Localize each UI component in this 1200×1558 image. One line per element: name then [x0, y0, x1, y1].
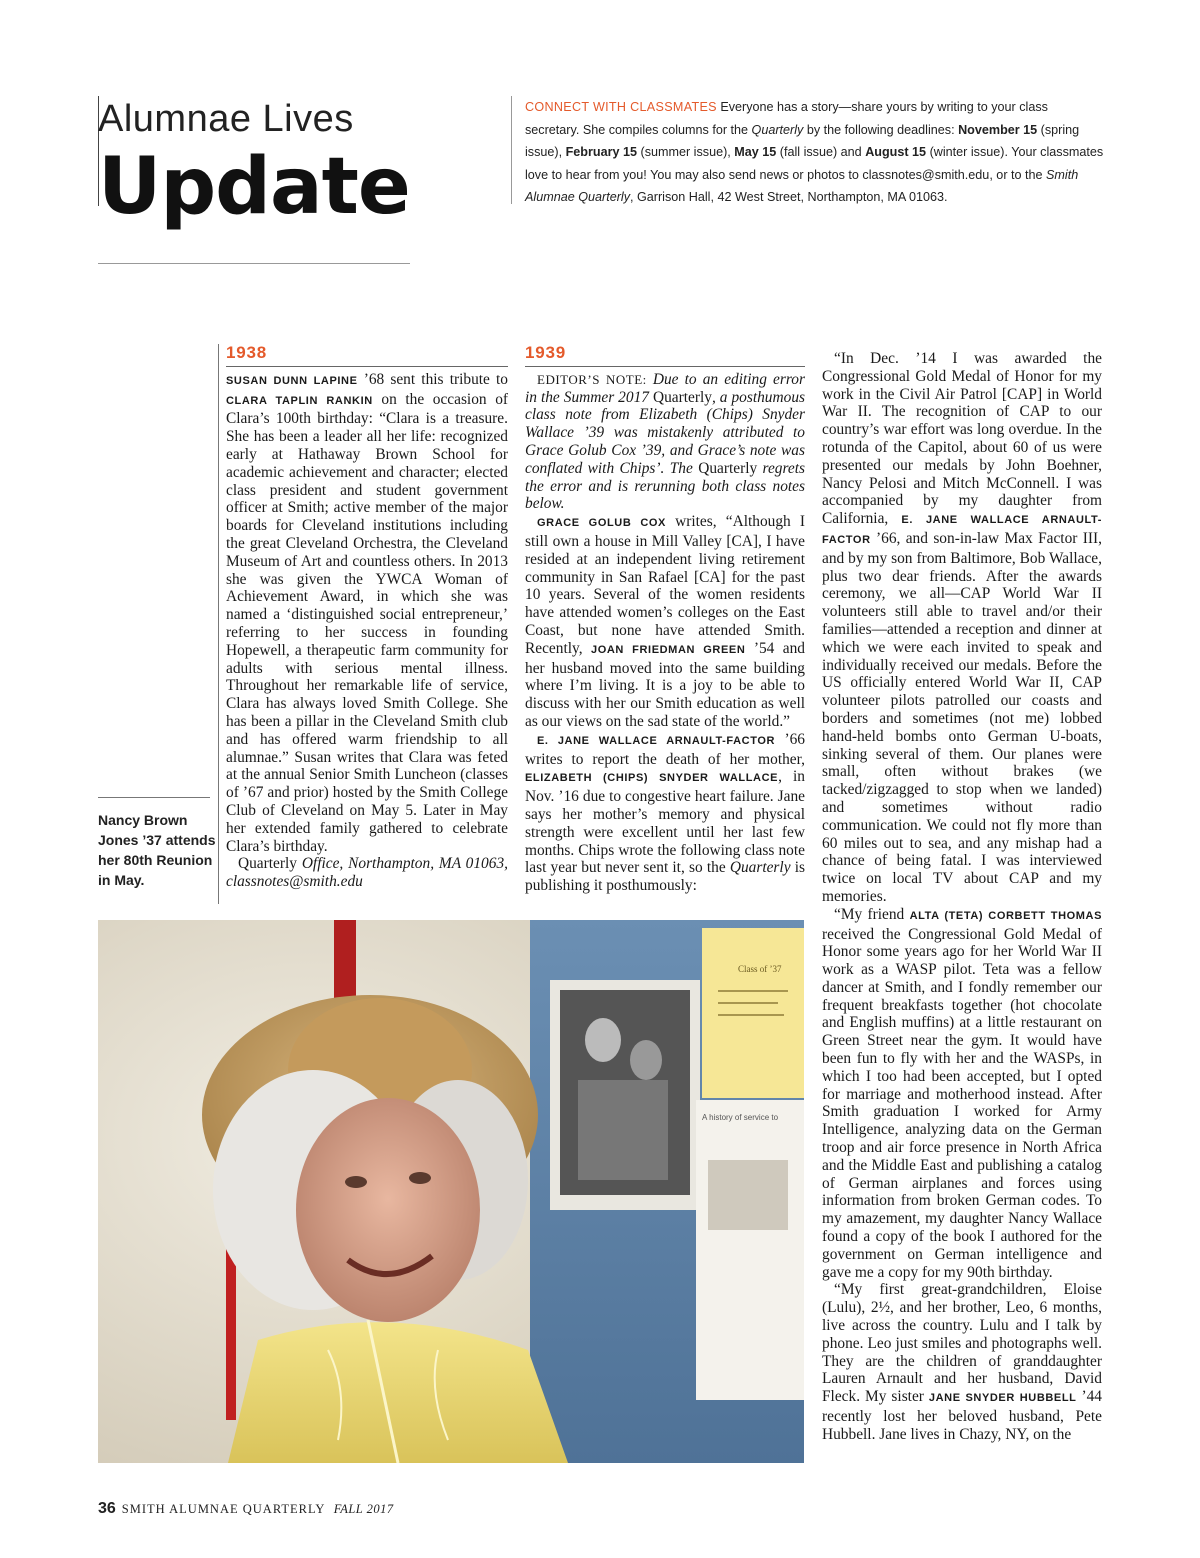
photo-caption: Nancy Brown Jones ’37 attends her 80th Reunion in May. — [98, 812, 216, 888]
note-paragraph: Quarterly Office, Northampton, MA 01063, classnotes@smith.edu — [226, 855, 508, 891]
column-divider — [218, 344, 219, 904]
note-paragraph: “My first great-grandchildren, Eloise (Lulu), 2½, and her brother, Leo, 6 months, live across the country. Lulu and I talk by phone. Leo just smiles and photographs well. They are the children of granddaughter Lauren Arnault and her husband, David Fleck. My sister JANE SNYDER HUBBELL ’44 recently lost her beloved husband, Pete Hubbell. Jane lives in Chazy, NY, on the — [822, 1281, 1103, 1443]
issue-label: FALL 2017 — [333, 1502, 394, 1516]
page-number: 36 — [98, 1500, 116, 1517]
flyer-title: Class of ’37 — [738, 964, 782, 974]
intro-text: CONNECT WITH CLASSMATES Everyone has a story—share yours by writing to your class secretary. She compiles columns for the Quarterly by the following deadlines: November 15 (spring issue), February 15 (summer issue), May 15 (fall issue) and August 15 (winter issue). Your classmates love to hear from you! You may also send news or photos to classnotes@smith.edu, or to the Smith Alumnae Quarterly, Garrison Hall, 42 West Street, Northampton, MA 01063. — [525, 100, 1104, 204]
caption-rule — [98, 797, 210, 798]
alumna-name: E. JANE WALLACE ARNAULT-FACTOR — [822, 514, 1102, 546]
year-rule — [525, 366, 805, 367]
year-heading-1939: 1939 — [525, 343, 567, 362]
alumna-name: SUSAN DUNN LAPINE — [226, 374, 358, 387]
intro-lead: CONNECT WITH CLASSMATES — [525, 100, 717, 114]
year-rule — [226, 366, 508, 367]
alumna-name: ALTA (TETA) CORBETT THOMAS — [909, 909, 1103, 922]
note-paragraph: “My friend ALTA (TETA) CORBETT THOMAS received the Congressional Gold Medal of Honor some years ago for her World War II work as a WASP pilot. Teta was a fellow dancer at Smith, and I fondly remember our frequent breakfasts together (hot chocolate and English muffins) at a little restaurant on Green Street near the gym. It would have been fun to fly with her and the WASPs, in which I too had been accepted, but I opted for marriage and motherhood instead. After Smith graduation I worked for Army Intelligence, analyzing data on the German troop and air force presence in North Africa and the Middle East and publishing a catalog of German airplanes and forces using information from broken German codes. To my amazement, my daughter Nancy Wallace found a copy of the book I authored for the government on German intelligence and gave me a copy for my 90th birthday. — [822, 905, 1103, 1281]
title-rule — [98, 263, 410, 264]
board-sign: A history of service to — [702, 1113, 779, 1122]
alumna-name: ELIZABETH (CHIPS) SNYDER WALLACE — [525, 772, 779, 785]
alumna-name: CLARA TAPLIN RANKIN — [226, 394, 373, 407]
note-paragraph: “In Dec. ’14 I was awarded the Congressional Gold Medal of Honor for my work in the Civil Air Patrol [CAP] in World War II. The recognition of CAP to our country’s war effort was long overdue. In the rotunda of the Capitol, about 60 of us were presented our medals by John Boehner, Nancy Pelosi and Mitch McConnell. I was accompanied by my daughter from California, E. JANE WALLACE ARNAULT-FACTOR ’66, and son-in-law Max Factor III, and by my son from Baltimore, Bob Wallace, plus two dear friends. After the awards ceremony, we all—CAP World War II volunteers still able to travel and/or their families—attended a reception and dinner at which we were each invited to speak and individually received our medals. Before the US officially entered World War II, CAP volunteer pilots patrolled our coasts and borders and sometimes (not me) lobbed hand-held bombs onto German U-boats, sinking several of them. Our planes were small, often without brakes (we tacked/zigzagged to stop when we landed) and sometimes without radio communication. We could not fly more than 60 miles out to sea, and any mishap had a chance of being fatal. I was interviewed twice on local TV about CAP and my memories. — [822, 350, 1102, 905]
reunion-photo — [98, 920, 804, 1463]
column-1938 — [226, 344, 508, 891]
note-paragraph: E. JANE WALLACE ARNAULT-FACTOR ’66 writes to report the death of her mother, ELIZABETH (CHIPS) SNYDER WALLACE, in Nov. ’16 due to congestive heart failure. Jane says her mother’s memory and physical strength were excellent until her last few months. Chips wrote the following class note last year but never sent it, so the Quarterly is publishing it posthumously: — [525, 730, 805, 895]
page-title: Update — [98, 142, 410, 232]
alumna-name: E. JANE WALLACE ARNAULT-FACTOR — [537, 734, 776, 747]
page-footer — [98, 1500, 394, 1518]
alumna-name: JANE SNYDER HUBBELL — [928, 1392, 1077, 1405]
intro-rule — [511, 96, 512, 204]
section-kicker: Alumnae Lives — [98, 98, 354, 140]
note-paragraph: GRACE GOLUB COX writes, “Although I still own a house in Mill Valley [CA], I have resided at an independent living retirement community in San Rafael [CA] for the past 10 years. Several of the women residents have attended women’s colleges on the East Coast, but none have attended Smith. Recently, JOAN FRIEDMAN GREEN ’54 and her husband moved into the same building where I’m living. It is a joy to be able to discuss with her our Smith education as well as our views on the sad state of the world.” — [525, 513, 805, 730]
publication-name: SMITH ALUMNAE QUARTERLY — [121, 1502, 326, 1516]
year-heading-1938: 1938 — [226, 343, 268, 362]
alumna-name: JOAN FRIEDMAN GREEN — [590, 643, 746, 656]
alumna-name: GRACE GOLUB COX — [537, 517, 666, 530]
column-continued — [822, 350, 1102, 1444]
note-paragraph: SUSAN DUNN LAPINE ’68 sent this tribute to CLARA TAPLIN RANKIN on the occasion of Clara’s 100th birthday: “Clara is a treasure. She has been a leader all her life: recognized early at Hathaway Brown School for academic achievement and character; elected class president and student government officer at Smith; active member of the major boards for Cleveland institutions including the great Cleveland Orchestra, the Cleveland Museum of Art and countless others. In 2013 she was given the YWCA Woman of Achievement Award, in which she was named a ‘distinguished social entrepreneur,’ referring to her success in founding Hopewell, a therapeutic farm community for adults with serious mental illness. Throughout her remarkable life of service, Clara has always loved Smith College. She has been a pillar in the Cleveland Smith club and has offered warm friendship to all alumnae.” Susan writes that Clara was feted at the annual Senior Smith Luncheon (classes of ’67 and prior) hosted by the Smith College Club of Cleveland on May 5. Later in May her extended family gathered to celebrate Clara’s birthday. — [226, 370, 509, 855]
editor-note: EDITOR’S NOTE: Due to an editing error in the Summer 2017 Quarterly, a posthumous class note from Elizabeth (Chips) Snyder Wallace ’39 was mistakenly attributed to Grace Golub Cox ’39, and Grace’s note was conflated with Chips’. The Quarterly regrets the error and is rerunning both class notes below. — [525, 370, 806, 513]
column-1939 — [525, 344, 805, 895]
